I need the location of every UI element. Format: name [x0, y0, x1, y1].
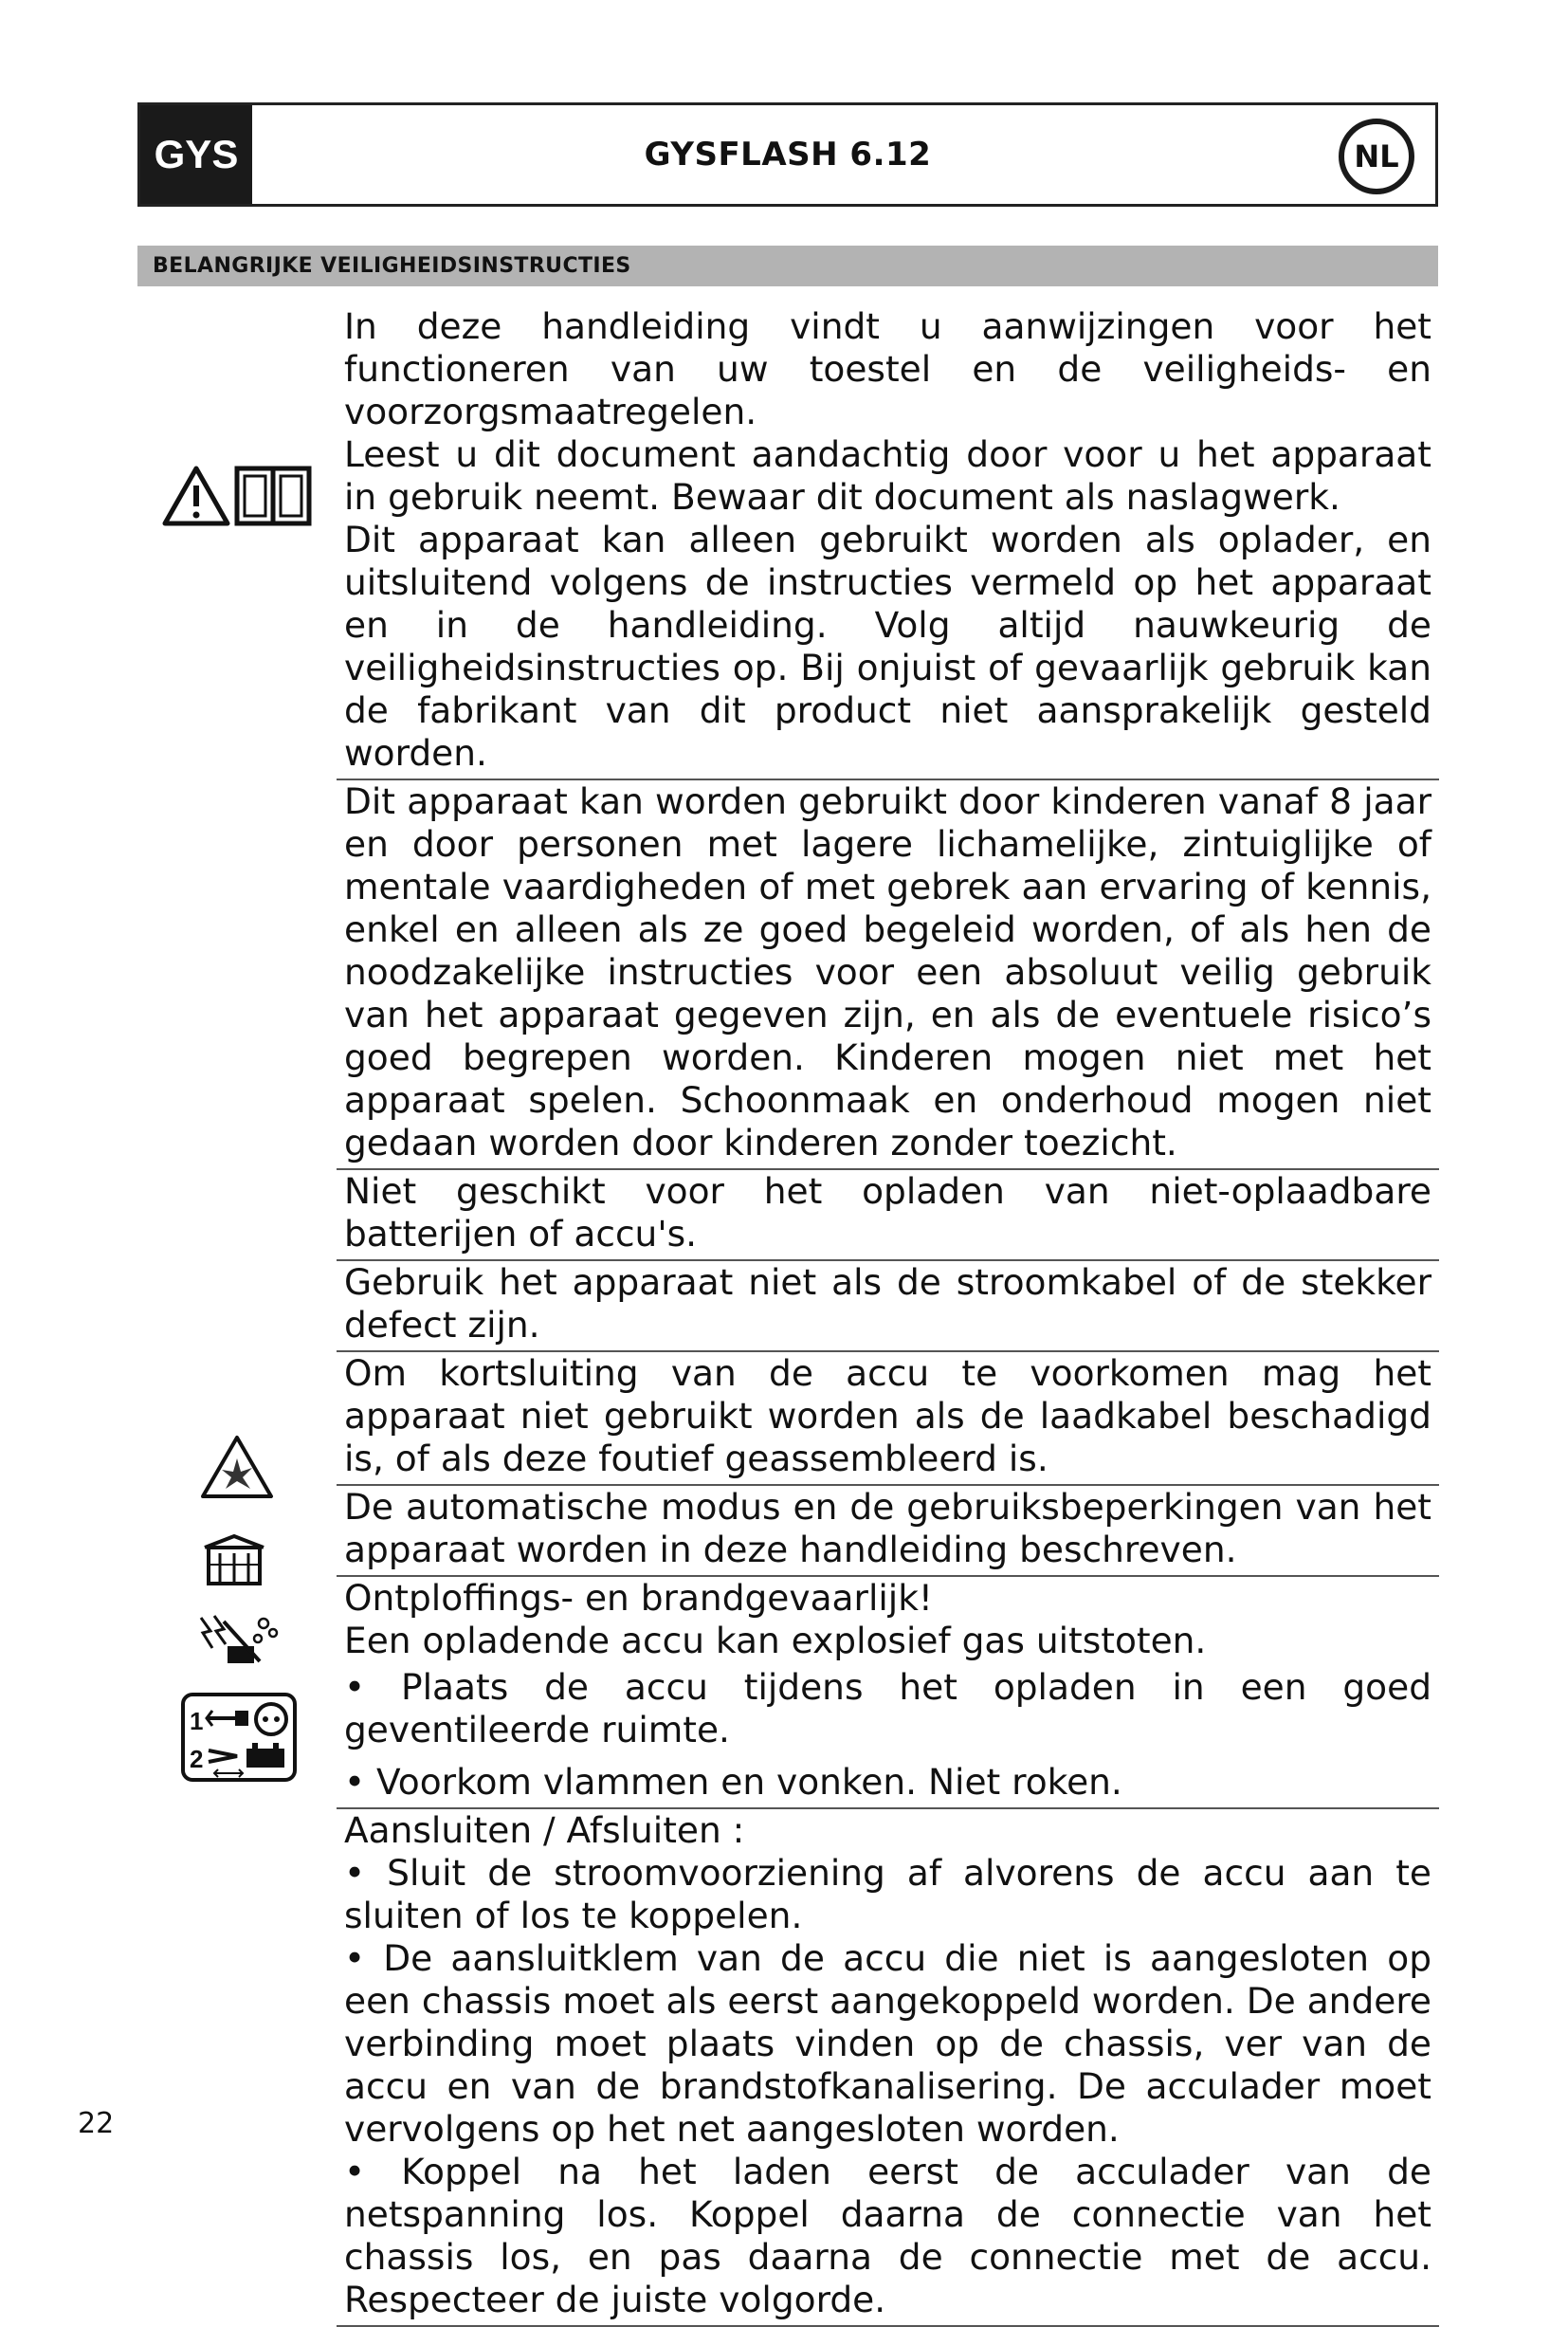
intro-block	[337, 300, 1439, 780]
section-title: BELANGRIJKE VEILIGHEIDSINSTRUCTIES	[137, 246, 1438, 286]
language-badge: NL	[1339, 119, 1414, 194]
paragraph: Dit apparaat kan worden gebruikt door kinderen vanaf 8 jaar en door personen met lagere lichamelijke, zintuiglijke of mentale vaardigheden of met gebrek aan ervaring of kennis, enkel en alleen als ze goed begeleid worden, of als hen de noodzakelijke instructies voor een absoluut veilig gebruik van het apparaat gegeven zijn, en als de eventuele risico’s goed begrepen worden. Kinderen mogen niet met het apparaat spelen. Schoonmaak en onderhoud mogen niet gedaan worden door kinderen zonder toezicht.	[344, 780, 1431, 1164]
paragraph: Aansluiten / Afsluiten :	[344, 1809, 745, 1851]
bullet-item: • Koppel na het laden eerst de acculader van de netspanning los. Koppel daarna de connectie van het chassis los, en pas daarna de connectie met de accu. Respecteer de juiste volgorde.	[344, 2151, 1431, 2320]
paragraph: Ontploffings- en brandgevaarlijk!	[344, 1577, 933, 1619]
paragraph: De automatische modus en de gebruiksbeperkingen van het apparaat worden in deze handleiding beschreven.	[344, 1486, 1431, 1570]
step-1-label: 1	[190, 1707, 204, 1735]
warning-read-manual-icon	[161, 463, 313, 533]
bullet-item: • De aansluitklem van de accu die niet is aangesloten op een chassis moet als eerst aangekoppeld worden. De andere verbinding moet plaats vinden op de chassis, ver van de accu en van de brandstofkanalisering. De acculader moet vervolgens op het net aangesloten worden.	[344, 1937, 1431, 2150]
page-number: 22	[78, 2107, 115, 2140]
explosion-hazard-icon	[199, 1434, 275, 1504]
children-use-block	[337, 780, 1439, 1170]
paragraph: Niet geschikt voor het opladen van niet-oplaadbare batterijen of accu's.	[344, 1170, 1431, 1255]
connection-sequence-icon	[180, 1692, 298, 1786]
paragraph: Om kortsluiting van de accu te voorkomen mag het apparaat niet gebruikt worden als de laadkabel beschadigd is, of als deze foutief geassembleerd is.	[344, 1352, 1431, 1479]
ventilation-icon	[201, 1534, 267, 1591]
document-header	[137, 102, 1438, 207]
paragraph: In deze handleiding vindt u aanwijzingen voor het functioneren van uw toestel en de veiligheids- en voorzorgsmaatregelen.	[344, 305, 1431, 432]
connection-block	[337, 1809, 1439, 2327]
no-flames-sparks-icon	[195, 1610, 281, 1671]
non-rechargeable-block	[337, 1170, 1439, 1261]
paragraph: Dit apparaat kan alleen gebruikt worden als oplader, en uitsluitend volgens de instructies vermeld op het apparaat en in de handleiding. Volg altijd nauwkeurig de veiligheidsinstructies op. Bij onjuist of gevaarlijk gebruik kan de fabrikant van dit product niet aansprakelijk gesteld worden.	[344, 519, 1431, 774]
product-title: GYSFLASH 6.12	[644, 136, 932, 174]
bullet-item: • Voorkom vlammen en vonken. Niet roken.	[344, 1761, 1122, 1803]
bullet-item: • Sluit de stroomvoorziening af alvorens de accu aan te sluiten of los te koppelen.	[344, 1852, 1431, 1936]
logo-text: GYS	[154, 132, 239, 176]
paragraph: Leest u dit document aandachtig door voor u het apparaat in gebruik neemt. Bewaar dit document als naslagwerk.	[344, 433, 1431, 518]
explosion-hazard-block	[337, 1577, 1439, 1809]
bullet-item: • Plaats de accu tijdens het opladen in een goed geventileerde ruimte.	[344, 1666, 1431, 1750]
damaged-cable-block	[337, 1261, 1439, 1352]
short-circuit-block	[337, 1352, 1439, 1486]
instructions-content	[337, 300, 1439, 2327]
step-2-label: 2	[190, 1745, 204, 1773]
paragraph: Gebruik het apparaat niet als de stroomkabel of de stekker defect zijn.	[344, 1261, 1431, 1346]
paragraph: Een opladende accu kan explosief gas uitstoten.	[344, 1620, 1207, 1661]
automatic-mode-block	[337, 1486, 1439, 1577]
